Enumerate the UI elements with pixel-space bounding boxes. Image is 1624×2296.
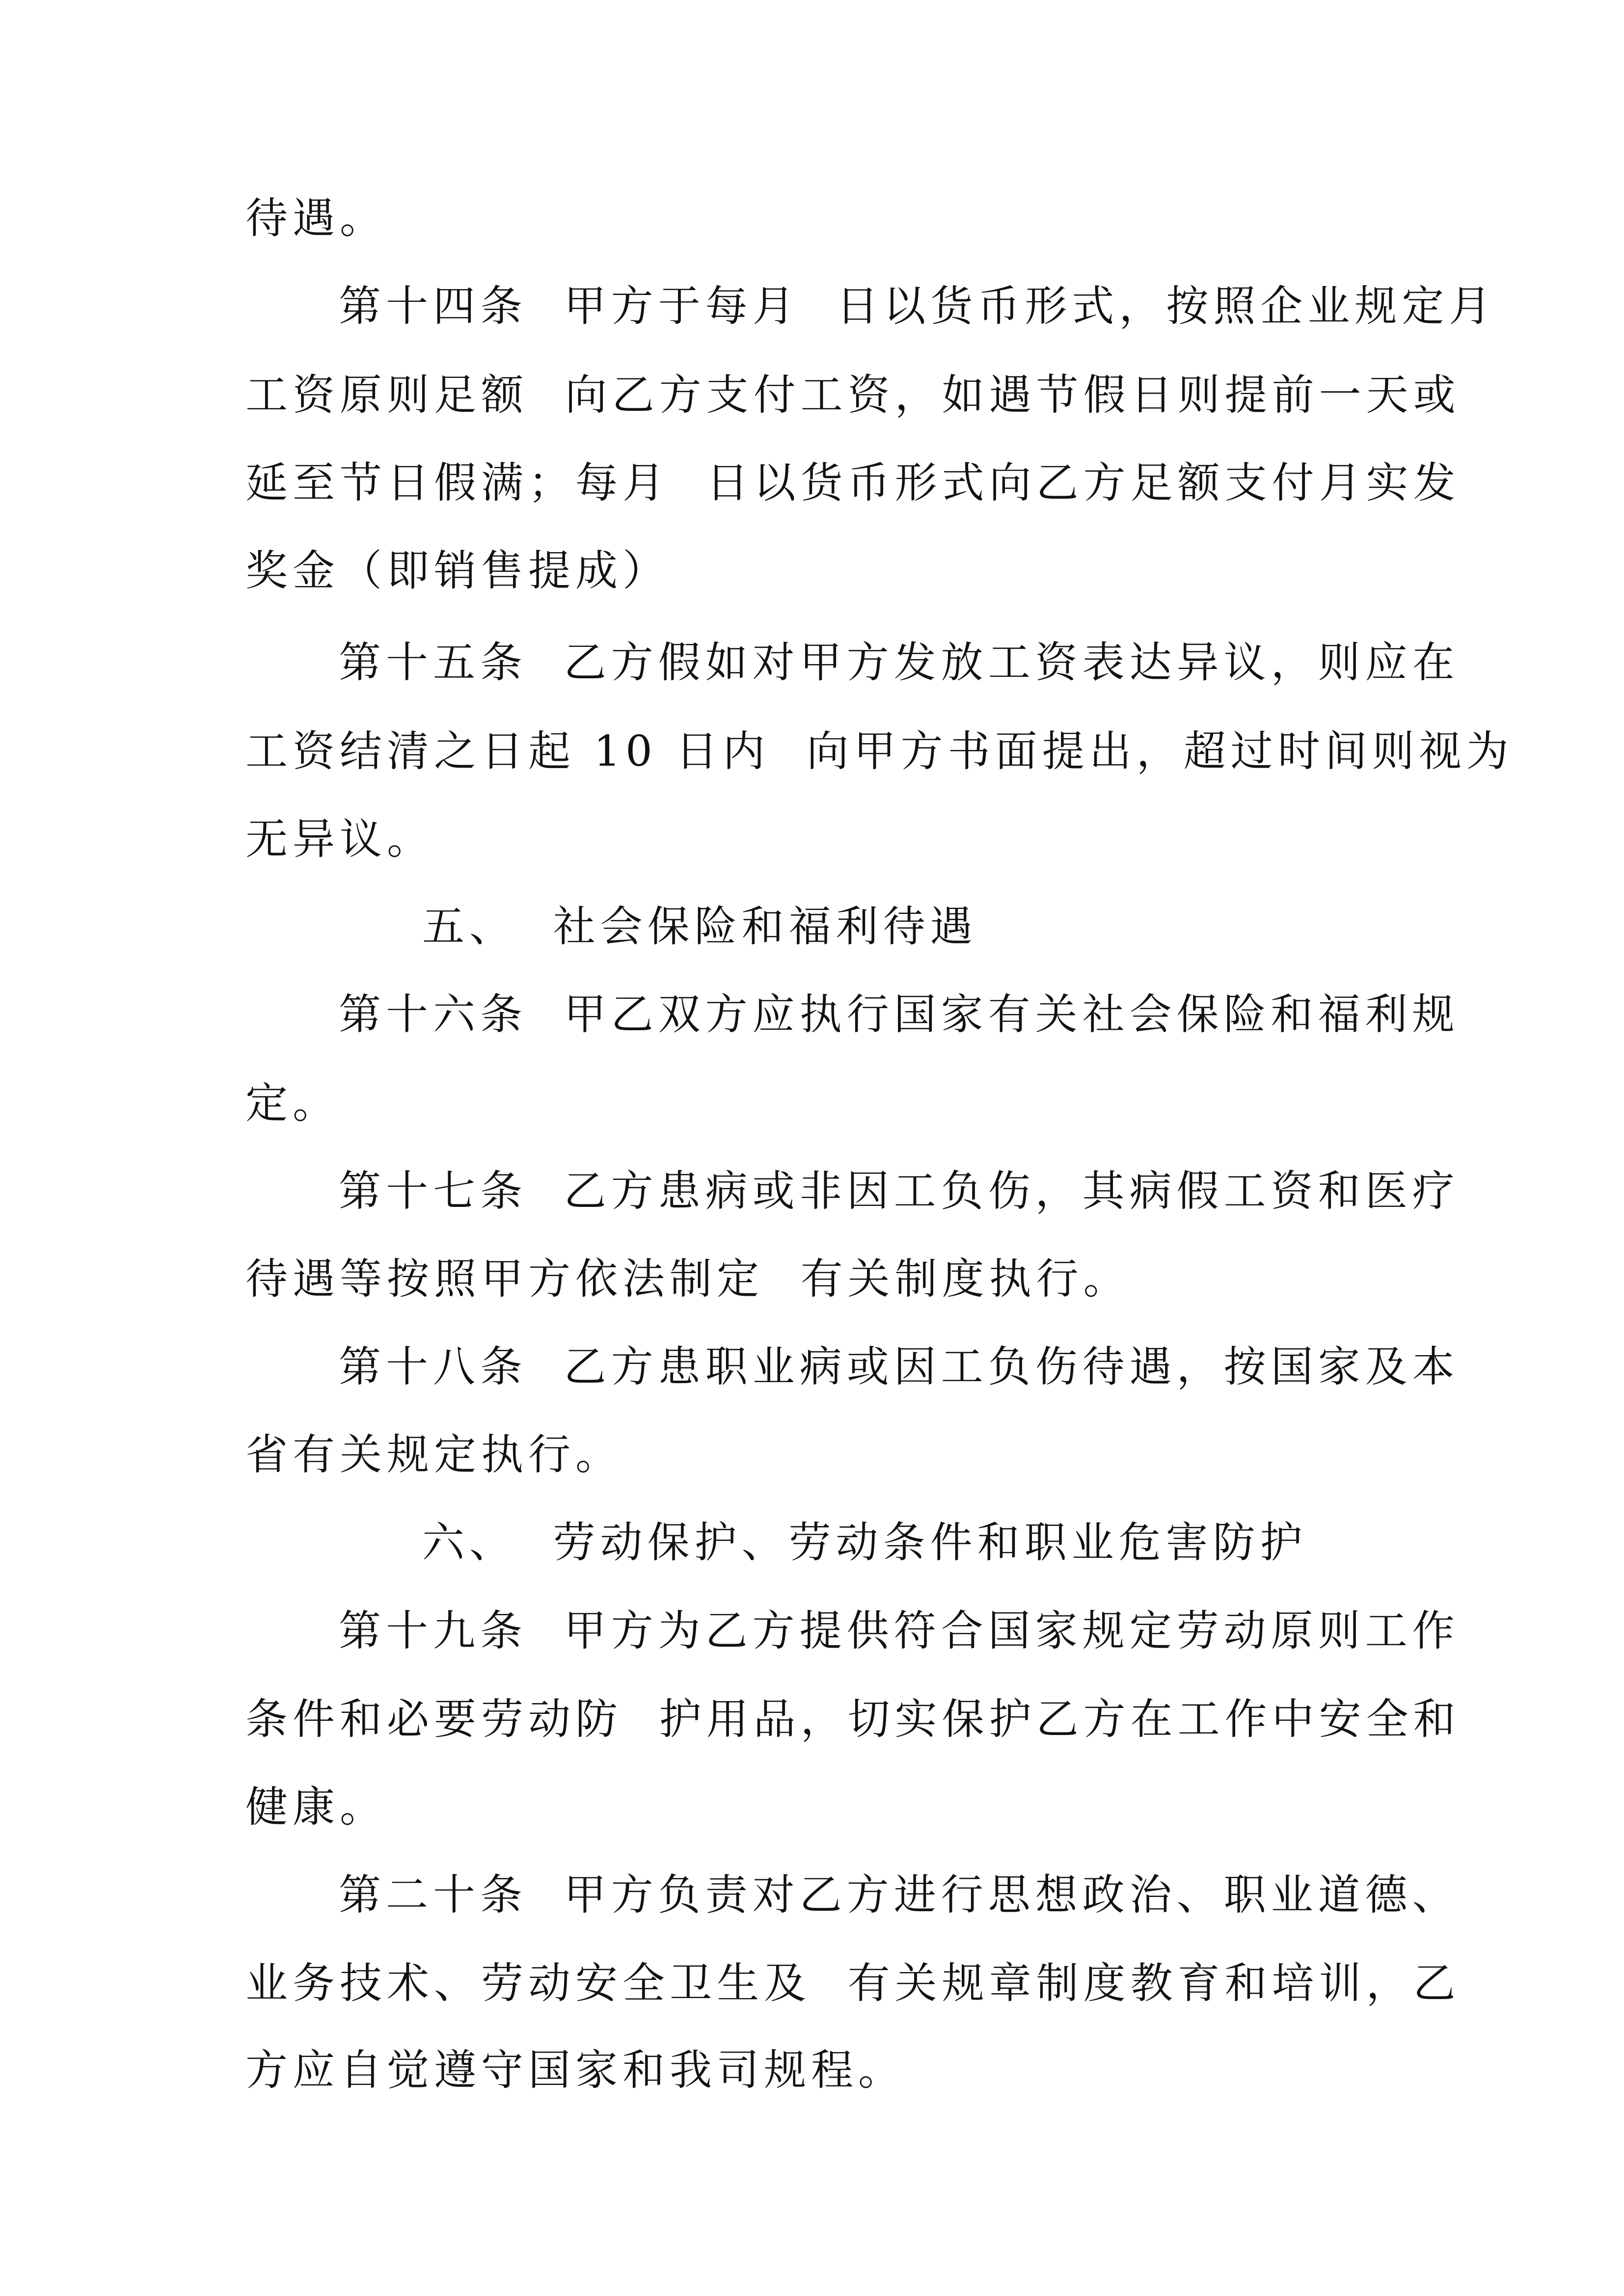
article-16-line: 第十六条 甲乙双方应执行国家有关社会保险和福利规 [339,990,1460,1039]
article-19-line: 第十九条 甲方为乙方提供符合国家规定劳动原则工作 [339,1606,1460,1655]
article-20-line: 第二十条 甲方负责对乙方进行思想政治、职业道德、 [339,1870,1460,1920]
text-line: 延至节日假满；每月 日以货币形式向乙方足额支付月实发 [245,458,1461,507]
text-line: 条件和必要劳动防 护用品，切实保护乙方在工作中安全和 [245,1695,1461,1744]
text-line: 工资结清之日起 10 日内 向甲方书面提出，超过时间则视为 [245,727,1514,776]
article-15-line: 第十五条 乙方假如对甲方发放工资表达异议，则应在 [339,638,1460,687]
text-line: 待遇。 [245,194,387,243]
text-line: 奖金（即销售提成） [245,546,670,595]
text-line: 无异议。 [245,815,434,864]
text-line: 省有关规定执行。 [245,1430,623,1479]
section-heading-labor-protection: 六、 劳动保护、劳动条件和职业危害防护 [422,1518,1307,1567]
text-line: 待遇等按照甲方依法制定 有关制度执行。 [245,1255,1131,1304]
text-line: 健康。 [245,1783,387,1832]
text-line: 定。 [245,1079,340,1128]
text-line: 方应自觉遵守国家和我司规程。 [245,2046,905,2095]
article-14-line: 第十四条 甲方于每月 日以货币形式，按照企业规定月 [339,282,1496,331]
article-17-line: 第十七条 乙方患病或非因工负伤，其病假工资和医疗 [339,1167,1460,1216]
section-heading-social-insurance: 五、 社会保险和福利待遇 [422,902,977,951]
text-line: 业务技术、劳动安全卫生及 有关规章制度教育和培训，乙 [245,1959,1461,2008]
text-line: 工资原则足额 向乙方支付工资，如遇节假日则提前一天或 [245,371,1461,420]
article-18-line: 第十八条 乙方患职业病或因工负伤待遇，按国家及本 [339,1342,1460,1391]
